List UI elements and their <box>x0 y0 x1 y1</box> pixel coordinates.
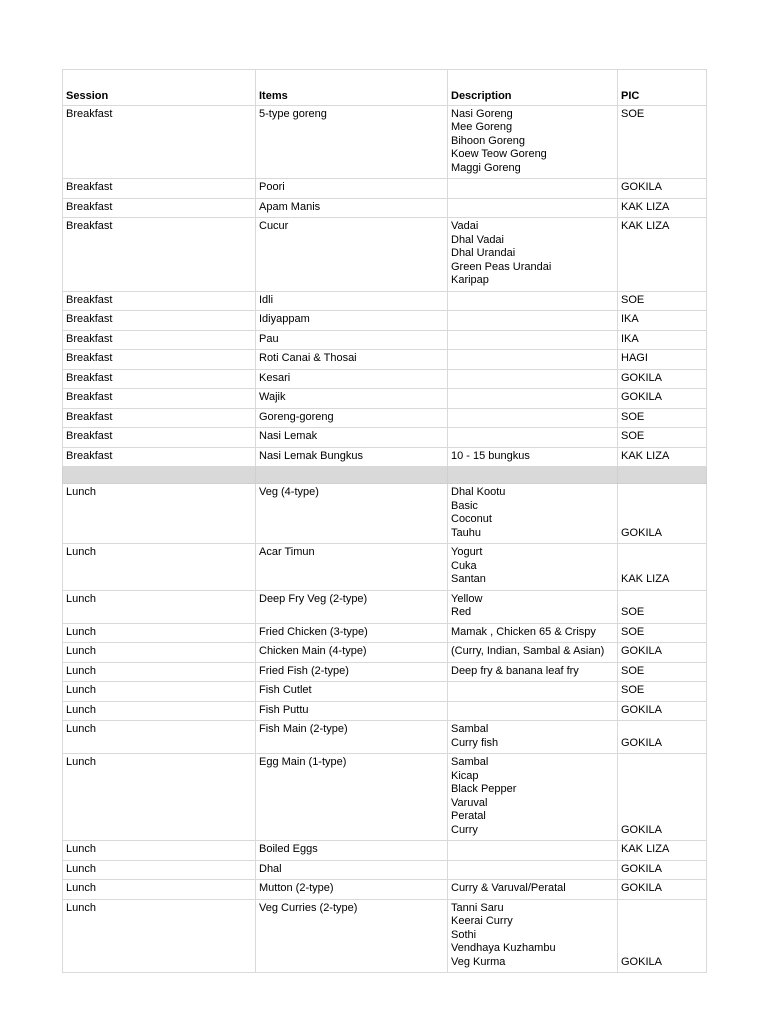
description-line: Nasi Goreng <box>451 107 513 120</box>
table-row <box>63 105 707 179</box>
description-line: Yellow <box>451 592 483 605</box>
table-row <box>63 860 707 880</box>
pic-cell: SOE <box>618 105 707 179</box>
description-cell <box>448 218 618 292</box>
description-line: Dhal Kootu <box>451 486 506 498</box>
description-cell <box>448 350 618 370</box>
item-cell: Deep Fry Veg (2-type) <box>256 590 448 623</box>
pic-cell: KAK LIZA <box>618 198 707 218</box>
item-cell: Egg Main (1-type) <box>256 754 448 841</box>
item-cell: Boiled Eggs <box>256 841 448 861</box>
session-cell: Lunch <box>63 544 256 591</box>
session-cell: Lunch <box>63 682 256 702</box>
description-line: Veg Kurma <box>451 955 506 968</box>
description-line: Curry fish <box>451 736 499 749</box>
table-row <box>63 198 707 218</box>
description-cell <box>448 662 618 682</box>
session-cell: Lunch <box>63 754 256 841</box>
pic-cell: GOKILA <box>618 643 707 663</box>
description-line: Red <box>451 606 472 618</box>
header-description: Description <box>448 70 618 106</box>
description-line: Sothi <box>451 928 477 941</box>
description-line: Mee Goreng <box>451 121 513 133</box>
description-cell <box>448 682 618 702</box>
description-cell <box>448 447 618 467</box>
table-row <box>63 662 707 682</box>
pic-cell: GOKILA <box>618 179 707 199</box>
item-cell: Apam Manis <box>256 198 448 218</box>
description-line: Coconut <box>451 513 492 525</box>
session-cell: Breakfast <box>63 105 256 179</box>
item-cell: Roti Canai & Thosai <box>256 350 448 370</box>
session-cell: Breakfast <box>63 218 256 292</box>
table-row <box>63 623 707 643</box>
pic-cell: GOKILA <box>618 721 707 754</box>
table-row <box>63 721 707 754</box>
item-cell: Wajik <box>256 389 448 409</box>
table-row <box>63 389 707 409</box>
pic-cell: SOE <box>618 291 707 311</box>
description-cell <box>448 105 618 179</box>
description-line: Black Pepper <box>451 783 517 795</box>
description-line: Maggi Goreng <box>451 161 521 174</box>
session-cell: Breakfast <box>63 447 256 467</box>
divider-cell <box>63 467 256 484</box>
description-cell <box>448 841 618 861</box>
divider-cell <box>448 467 618 484</box>
item-cell: Chicken Main (4-type) <box>256 643 448 663</box>
item-cell: Kesari <box>256 369 448 389</box>
session-cell: Lunch <box>63 662 256 682</box>
description-cell <box>448 899 618 973</box>
description-line: Curry & Varuval/Peratal <box>451 882 566 894</box>
session-cell: Lunch <box>63 643 256 663</box>
session-cell: Breakfast <box>63 350 256 370</box>
table-row <box>63 447 707 467</box>
description-line: Peratal <box>451 810 486 822</box>
item-cell: Idiyappam <box>256 311 448 331</box>
session-cell: Breakfast <box>63 330 256 350</box>
session-cell: Lunch <box>63 701 256 721</box>
description-cell <box>448 590 618 623</box>
table-row <box>63 218 707 292</box>
header-session: Session <box>63 70 256 106</box>
pic-cell: GOKILA <box>618 369 707 389</box>
description-cell <box>448 721 618 754</box>
item-cell: Mutton (2-type) <box>256 880 448 900</box>
description-line: Green Peas Urandai <box>451 260 552 273</box>
description-line: Deep fry & banana leaf fry <box>451 664 579 677</box>
table-row <box>63 330 707 350</box>
session-cell: Lunch <box>63 880 256 900</box>
pic-cell: KAK LIZA <box>618 447 707 467</box>
pic-cell: GOKILA <box>618 880 707 900</box>
session-cell: Breakfast <box>63 408 256 428</box>
description-cell <box>448 860 618 880</box>
description-line: Tanni Saru <box>451 901 504 914</box>
table-row <box>63 369 707 389</box>
session-cell: Breakfast <box>63 291 256 311</box>
section-divider <box>63 467 707 484</box>
description-cell <box>448 880 618 900</box>
item-cell: 5-type goreng <box>256 105 448 179</box>
item-cell: Goreng-goreng <box>256 408 448 428</box>
item-cell: Fish Puttu <box>256 701 448 721</box>
description-line: Sambal <box>451 723 489 735</box>
pic-cell: GOKILA <box>618 754 707 841</box>
table-row <box>63 291 707 311</box>
description-line: Vadai <box>451 220 479 232</box>
item-cell: Fish Cutlet <box>256 682 448 702</box>
session-cell: Breakfast <box>63 389 256 409</box>
pic-cell: KAK LIZA <box>618 218 707 292</box>
table-row <box>63 590 707 623</box>
pic-cell: SOE <box>618 623 707 643</box>
description-cell <box>448 643 618 663</box>
description-line: Varuval <box>451 796 488 809</box>
description-line: Vendhaya Kuzhambu <box>451 942 556 954</box>
table-row <box>63 428 707 448</box>
description-cell <box>448 291 618 311</box>
description-line: Keerai Curry <box>451 915 513 927</box>
description-line: (Curry, Indian, Sambal & Asian) <box>451 645 605 657</box>
description-line: Sambal <box>451 756 489 768</box>
pic-cell: SOE <box>618 428 707 448</box>
description-cell <box>448 179 618 199</box>
pic-cell: KAK LIZA <box>618 544 707 591</box>
menu-table <box>62 69 707 973</box>
session-cell: Breakfast <box>63 428 256 448</box>
table-row <box>63 754 707 841</box>
session-cell: Lunch <box>63 841 256 861</box>
description-line: Santan <box>451 573 486 585</box>
item-cell: Poori <box>256 179 448 199</box>
description-cell <box>448 311 618 331</box>
header-items: Items <box>256 70 448 106</box>
description-line: Basic <box>451 499 478 512</box>
session-cell: Breakfast <box>63 198 256 218</box>
table-row <box>63 682 707 702</box>
table-row <box>63 179 707 199</box>
pic-cell: SOE <box>618 590 707 623</box>
description-line: Bihoon Goreng <box>451 134 525 147</box>
session-cell: Lunch <box>63 860 256 880</box>
description-line: Yogurt <box>451 546 483 558</box>
divider-cell <box>618 467 707 484</box>
description-line: Curry <box>451 823 478 836</box>
pic-cell: IKA <box>618 311 707 331</box>
header-pic: PIC <box>618 70 707 106</box>
pic-cell: IKA <box>618 330 707 350</box>
table-row <box>63 643 707 663</box>
description-cell <box>448 484 618 544</box>
description-line: Mamak , Chicken 65 & Crispy <box>451 625 596 638</box>
description-line: Koew Teow Goreng <box>451 148 547 160</box>
item-cell: Fried Fish (2-type) <box>256 662 448 682</box>
description-cell <box>448 544 618 591</box>
pic-cell: GOKILA <box>618 860 707 880</box>
description-cell <box>448 369 618 389</box>
description-line: Kicap <box>451 769 479 782</box>
pic-cell: HAGI <box>618 350 707 370</box>
session-cell: Lunch <box>63 899 256 973</box>
item-cell: Nasi Lemak Bungkus <box>256 447 448 467</box>
description-line: Dhal Vadai <box>451 233 504 246</box>
pic-cell: SOE <box>618 682 707 702</box>
table-row <box>63 544 707 591</box>
description-cell <box>448 623 618 643</box>
item-cell: Dhal <box>256 860 448 880</box>
item-cell: Nasi Lemak <box>256 428 448 448</box>
description-cell <box>448 389 618 409</box>
pic-cell: GOKILA <box>618 484 707 544</box>
table-row <box>63 311 707 331</box>
table-row <box>63 350 707 370</box>
table-row <box>63 899 707 973</box>
header-row <box>63 70 707 106</box>
description-cell <box>448 754 618 841</box>
item-cell: Idli <box>256 291 448 311</box>
session-cell: Breakfast <box>63 179 256 199</box>
table-row <box>63 701 707 721</box>
description-cell <box>448 701 618 721</box>
description-line: Cuka <box>451 559 477 572</box>
description-line: Tauhu <box>451 526 481 539</box>
pic-cell: KAK LIZA <box>618 841 707 861</box>
session-cell: Lunch <box>63 623 256 643</box>
description-cell <box>448 198 618 218</box>
session-cell: Lunch <box>63 590 256 623</box>
pic-cell: GOKILA <box>618 899 707 973</box>
item-cell: Cucur <box>256 218 448 292</box>
item-cell: Veg Curries (2-type) <box>256 899 448 973</box>
session-cell: Lunch <box>63 484 256 544</box>
description-line: 10 - 15 bungkus <box>451 449 530 462</box>
description-cell <box>448 428 618 448</box>
description-line: Karipap <box>451 274 489 286</box>
item-cell: Veg (4-type) <box>256 484 448 544</box>
description-cell <box>448 408 618 428</box>
description-line: Dhal Urandai <box>451 247 516 259</box>
pic-cell: GOKILA <box>618 701 707 721</box>
item-cell: Fried Chicken (3-type) <box>256 623 448 643</box>
session-cell: Lunch <box>63 721 256 754</box>
item-cell: Fish Main (2-type) <box>256 721 448 754</box>
session-cell: Breakfast <box>63 369 256 389</box>
divider-cell <box>256 467 448 484</box>
table-row <box>63 841 707 861</box>
pic-cell: SOE <box>618 662 707 682</box>
item-cell: Pau <box>256 330 448 350</box>
session-cell: Breakfast <box>63 311 256 331</box>
item-cell: Acar Timun <box>256 544 448 591</box>
table-row <box>63 484 707 544</box>
description-cell <box>448 330 618 350</box>
pic-cell: SOE <box>618 408 707 428</box>
pic-cell: GOKILA <box>618 389 707 409</box>
table-row <box>63 880 707 900</box>
table-row <box>63 408 707 428</box>
